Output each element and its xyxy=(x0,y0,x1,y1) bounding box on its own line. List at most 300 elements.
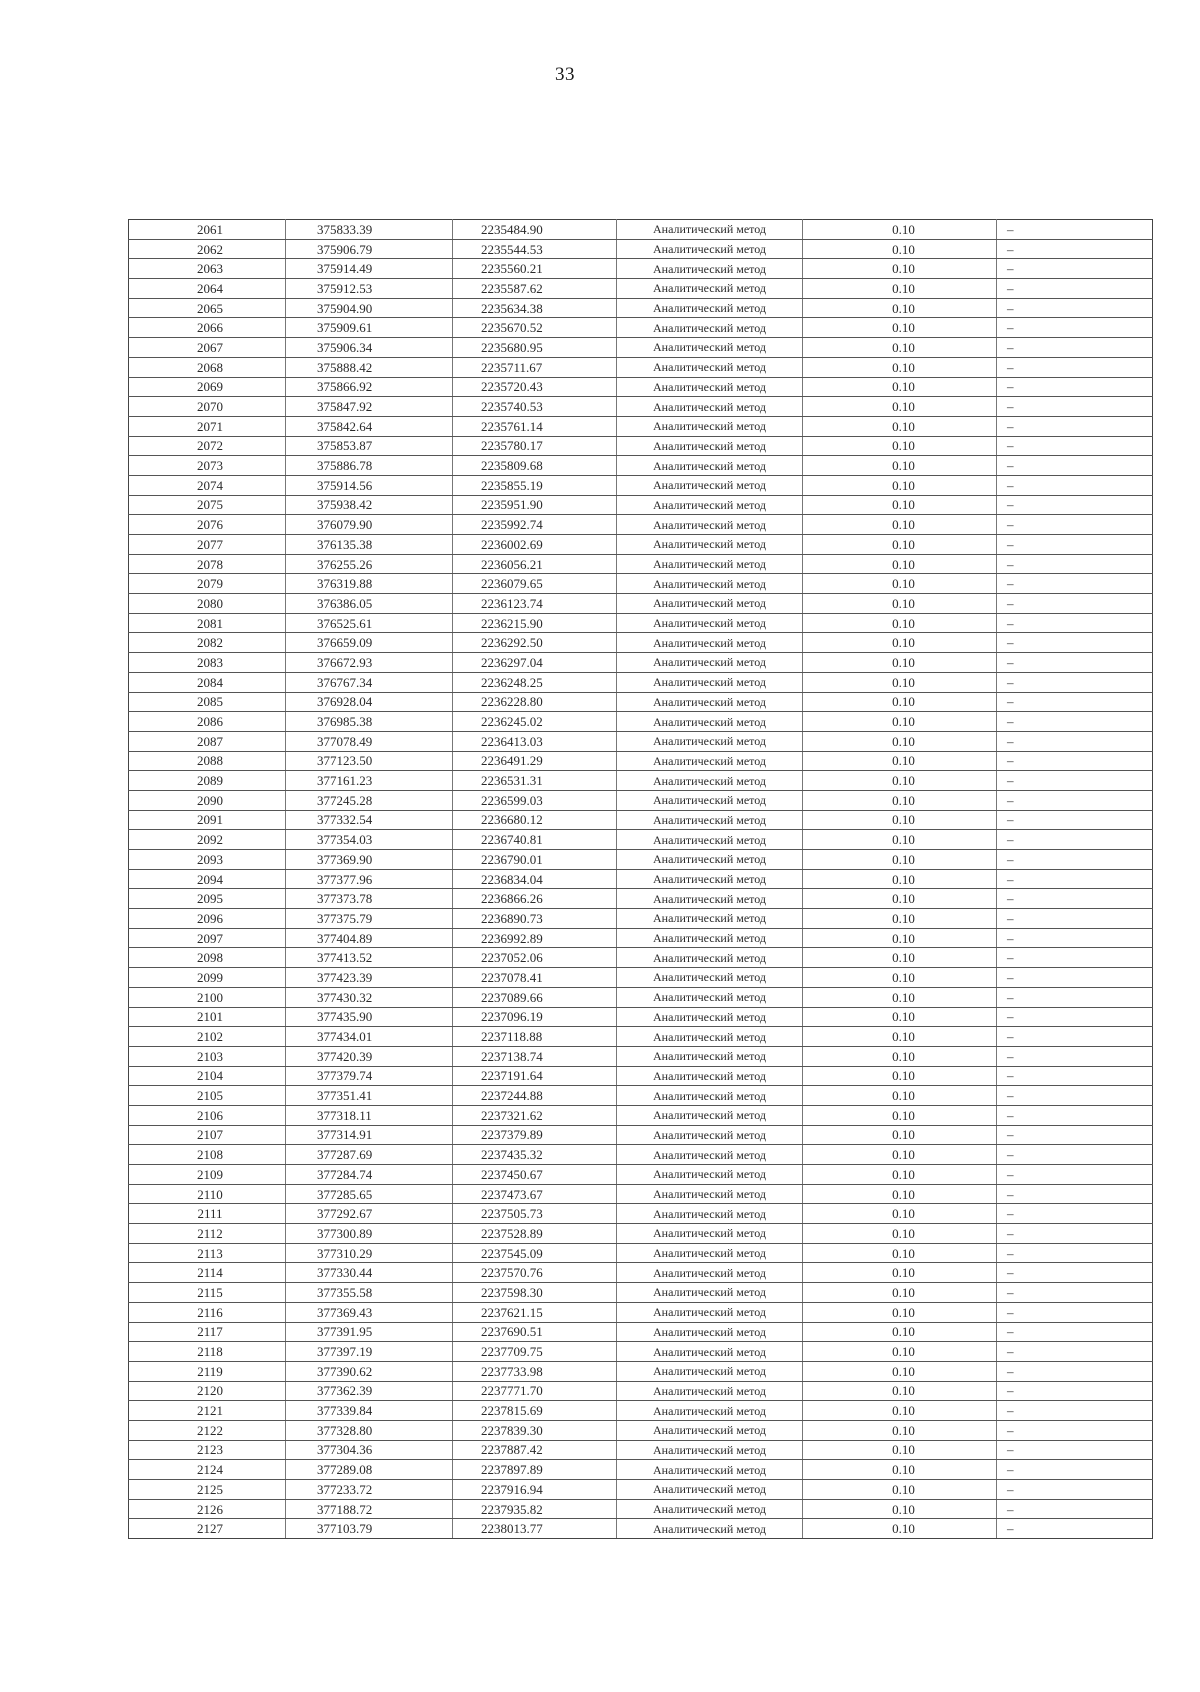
note-cell: – xyxy=(997,1263,1153,1283)
table-row xyxy=(129,712,1153,732)
note-cell: – xyxy=(997,554,1153,574)
y-coordinate-cell: 2237435.32 xyxy=(453,1145,617,1165)
method-cell: Аналитический метод xyxy=(617,968,803,988)
table-row xyxy=(129,1381,1153,1401)
accuracy-cell: 0.10 xyxy=(803,1302,997,1322)
x-coordinate-cell: 377420.39 xyxy=(286,1046,453,1066)
table-row xyxy=(129,928,1153,948)
accuracy-cell: 0.10 xyxy=(803,594,997,614)
accuracy-cell: 0.10 xyxy=(803,1480,997,1500)
point-number-cell: 2105 xyxy=(129,1086,286,1106)
point-number-cell: 2086 xyxy=(129,712,286,732)
x-coordinate-cell: 377375.79 xyxy=(286,909,453,929)
method-cell: Аналитический метод xyxy=(617,790,803,810)
accuracy-cell: 0.10 xyxy=(803,298,997,318)
y-coordinate-cell: 2236079.65 xyxy=(453,574,617,594)
note-cell: – xyxy=(997,416,1153,436)
y-coordinate-cell: 2237379.89 xyxy=(453,1125,617,1145)
point-number-cell: 2106 xyxy=(129,1105,286,1125)
table-row xyxy=(129,909,1153,929)
table-row xyxy=(129,1480,1153,1500)
accuracy-cell: 0.10 xyxy=(803,1440,997,1460)
table-row xyxy=(129,377,1153,397)
method-cell: Аналитический метод xyxy=(617,495,803,515)
accuracy-cell: 0.10 xyxy=(803,574,997,594)
x-coordinate-cell: 376255.26 xyxy=(286,554,453,574)
table-row xyxy=(129,1302,1153,1322)
method-cell: Аналитический метод xyxy=(617,377,803,397)
accuracy-cell: 0.10 xyxy=(803,475,997,495)
x-coordinate-cell: 377287.69 xyxy=(286,1145,453,1165)
x-coordinate-cell: 377351.41 xyxy=(286,1086,453,1106)
y-coordinate-cell: 2235720.43 xyxy=(453,377,617,397)
accuracy-cell: 0.10 xyxy=(803,889,997,909)
table-row xyxy=(129,338,1153,358)
note-cell: – xyxy=(997,1204,1153,1224)
method-cell: Аналитический метод xyxy=(617,1302,803,1322)
point-number-cell: 2091 xyxy=(129,810,286,830)
y-coordinate-cell: 2237916.94 xyxy=(453,1480,617,1500)
x-coordinate-cell: 375909.61 xyxy=(286,318,453,338)
point-number-cell: 2074 xyxy=(129,475,286,495)
method-cell: Аналитический метод xyxy=(617,751,803,771)
point-number-cell: 2093 xyxy=(129,850,286,870)
table-row xyxy=(129,554,1153,574)
method-cell: Аналитический метод xyxy=(617,850,803,870)
accuracy-cell: 0.10 xyxy=(803,1460,997,1480)
point-number-cell: 2075 xyxy=(129,495,286,515)
point-number-cell: 2071 xyxy=(129,416,286,436)
table-row xyxy=(129,456,1153,476)
point-number-cell: 2102 xyxy=(129,1027,286,1047)
x-coordinate-cell: 376928.04 xyxy=(286,692,453,712)
accuracy-cell: 0.10 xyxy=(803,259,997,279)
y-coordinate-cell: 2237733.98 xyxy=(453,1361,617,1381)
note-cell: – xyxy=(997,1027,1153,1047)
method-cell: Аналитический метод xyxy=(617,771,803,791)
note-cell: – xyxy=(997,1184,1153,1204)
y-coordinate-cell: 2236056.21 xyxy=(453,554,617,574)
note-cell: – xyxy=(997,1046,1153,1066)
x-coordinate-cell: 377161.23 xyxy=(286,771,453,791)
accuracy-cell: 0.10 xyxy=(803,731,997,751)
y-coordinate-cell: 2235855.19 xyxy=(453,475,617,495)
x-coordinate-cell: 375904.90 xyxy=(286,298,453,318)
y-coordinate-cell: 2237570.76 xyxy=(453,1263,617,1283)
point-number-cell: 2063 xyxy=(129,259,286,279)
y-coordinate-cell: 2235992.74 xyxy=(453,515,617,535)
note-cell: – xyxy=(997,1224,1153,1244)
point-number-cell: 2117 xyxy=(129,1322,286,1342)
method-cell: Аналитический метод xyxy=(617,318,803,338)
method-cell: Аналитический метод xyxy=(617,889,803,909)
method-cell: Аналитический метод xyxy=(617,1440,803,1460)
method-cell: Аналитический метод xyxy=(617,1165,803,1185)
table-row xyxy=(129,495,1153,515)
note-cell: – xyxy=(997,692,1153,712)
note-cell: – xyxy=(997,1165,1153,1185)
accuracy-cell: 0.10 xyxy=(803,948,997,968)
method-cell: Аналитический метод xyxy=(617,830,803,850)
table-row xyxy=(129,436,1153,456)
x-coordinate-cell: 375914.49 xyxy=(286,259,453,279)
method-cell: Аналитический метод xyxy=(617,1027,803,1047)
accuracy-cell: 0.10 xyxy=(803,279,997,299)
method-cell: Аналитический метод xyxy=(617,672,803,692)
method-cell: Аналитический метод xyxy=(617,1401,803,1421)
note-cell: – xyxy=(997,475,1153,495)
accuracy-cell: 0.10 xyxy=(803,810,997,830)
note-cell: – xyxy=(997,909,1153,929)
y-coordinate-cell: 2238013.77 xyxy=(453,1519,617,1539)
accuracy-cell: 0.10 xyxy=(803,515,997,535)
y-coordinate-cell: 2236297.04 xyxy=(453,653,617,673)
method-cell: Аналитический метод xyxy=(617,1381,803,1401)
y-coordinate-cell: 2237191.64 xyxy=(453,1066,617,1086)
y-coordinate-cell: 2236680.12 xyxy=(453,810,617,830)
y-coordinate-cell: 2237815.69 xyxy=(453,1401,617,1421)
method-cell: Аналитический метод xyxy=(617,456,803,476)
y-coordinate-cell: 2236866.26 xyxy=(453,889,617,909)
y-coordinate-cell: 2235560.21 xyxy=(453,259,617,279)
table-row xyxy=(129,1460,1153,1480)
point-number-cell: 2099 xyxy=(129,968,286,988)
point-number-cell: 2097 xyxy=(129,928,286,948)
y-coordinate-cell: 2236002.69 xyxy=(453,535,617,555)
x-coordinate-cell: 376386.05 xyxy=(286,594,453,614)
method-cell: Аналитический метод xyxy=(617,1361,803,1381)
table-row xyxy=(129,1066,1153,1086)
note-cell: – xyxy=(997,1420,1153,1440)
note-cell: – xyxy=(997,515,1153,535)
note-cell: – xyxy=(997,672,1153,692)
table-row xyxy=(129,790,1153,810)
table-row xyxy=(129,1086,1153,1106)
table-row xyxy=(129,1519,1153,1539)
accuracy-cell: 0.10 xyxy=(803,1027,997,1047)
table-row xyxy=(129,1440,1153,1460)
method-cell: Аналитический метод xyxy=(617,1046,803,1066)
x-coordinate-cell: 377292.67 xyxy=(286,1204,453,1224)
method-cell: Аналитический метод xyxy=(617,515,803,535)
point-number-cell: 2066 xyxy=(129,318,286,338)
point-number-cell: 2083 xyxy=(129,653,286,673)
note-cell: – xyxy=(997,239,1153,259)
note-cell: – xyxy=(997,712,1153,732)
method-cell: Аналитический метод xyxy=(617,909,803,929)
note-cell: – xyxy=(997,1460,1153,1480)
note-cell: – xyxy=(997,397,1153,417)
y-coordinate-cell: 2235809.68 xyxy=(453,456,617,476)
point-number-cell: 2070 xyxy=(129,397,286,417)
note-cell: – xyxy=(997,751,1153,771)
x-coordinate-cell: 377413.52 xyxy=(286,948,453,968)
table-row xyxy=(129,279,1153,299)
method-cell: Аналитический метод xyxy=(617,1283,803,1303)
table-row xyxy=(129,1322,1153,1342)
table-row xyxy=(129,1027,1153,1047)
point-number-cell: 2121 xyxy=(129,1401,286,1421)
table-row xyxy=(129,889,1153,909)
x-coordinate-cell: 377123.50 xyxy=(286,751,453,771)
x-coordinate-cell: 375853.87 xyxy=(286,436,453,456)
accuracy-cell: 0.10 xyxy=(803,1519,997,1539)
x-coordinate-cell: 377423.39 xyxy=(286,968,453,988)
note-cell: – xyxy=(997,1361,1153,1381)
accuracy-cell: 0.10 xyxy=(803,357,997,377)
method-cell: Аналитический метод xyxy=(617,535,803,555)
x-coordinate-cell: 377404.89 xyxy=(286,928,453,948)
point-number-cell: 2077 xyxy=(129,535,286,555)
accuracy-cell: 0.10 xyxy=(803,338,997,358)
method-cell: Аналитический метод xyxy=(617,1480,803,1500)
x-coordinate-cell: 377328.80 xyxy=(286,1420,453,1440)
note-cell: – xyxy=(997,377,1153,397)
accuracy-cell: 0.10 xyxy=(803,1224,997,1244)
y-coordinate-cell: 2237089.66 xyxy=(453,987,617,1007)
point-number-cell: 2112 xyxy=(129,1224,286,1244)
note-cell: – xyxy=(997,1322,1153,1342)
accuracy-cell: 0.10 xyxy=(803,928,997,948)
note-cell: – xyxy=(997,535,1153,555)
y-coordinate-cell: 2235634.38 xyxy=(453,298,617,318)
accuracy-cell: 0.10 xyxy=(803,633,997,653)
method-cell: Аналитический метод xyxy=(617,613,803,633)
method-cell: Аналитический метод xyxy=(617,1184,803,1204)
x-coordinate-cell: 377434.01 xyxy=(286,1027,453,1047)
method-cell: Аналитический метод xyxy=(617,948,803,968)
point-number-cell: 2068 xyxy=(129,357,286,377)
method-cell: Аналитический метод xyxy=(617,633,803,653)
y-coordinate-cell: 2235711.67 xyxy=(453,357,617,377)
accuracy-cell: 0.10 xyxy=(803,1243,997,1263)
point-number-cell: 2061 xyxy=(129,220,286,240)
x-coordinate-cell: 377339.84 xyxy=(286,1401,453,1421)
table-row xyxy=(129,1204,1153,1224)
note-cell: – xyxy=(997,279,1153,299)
note-cell: – xyxy=(997,1243,1153,1263)
table-row xyxy=(129,672,1153,692)
method-cell: Аналитический метод xyxy=(617,554,803,574)
note-cell: – xyxy=(997,1125,1153,1145)
note-cell: – xyxy=(997,850,1153,870)
y-coordinate-cell: 2236834.04 xyxy=(453,869,617,889)
x-coordinate-cell: 377314.91 xyxy=(286,1125,453,1145)
note-cell: – xyxy=(997,928,1153,948)
x-coordinate-cell: 377369.90 xyxy=(286,850,453,870)
point-number-cell: 2100 xyxy=(129,987,286,1007)
x-coordinate-cell: 377435.90 xyxy=(286,1007,453,1027)
y-coordinate-cell: 2237887.42 xyxy=(453,1440,617,1460)
point-number-cell: 2124 xyxy=(129,1460,286,1480)
x-coordinate-cell: 377300.89 xyxy=(286,1224,453,1244)
point-number-cell: 2116 xyxy=(129,1302,286,1322)
note-cell: – xyxy=(997,810,1153,830)
table-row xyxy=(129,1165,1153,1185)
point-number-cell: 2095 xyxy=(129,889,286,909)
note-cell: – xyxy=(997,653,1153,673)
note-cell: – xyxy=(997,357,1153,377)
x-coordinate-cell: 377188.72 xyxy=(286,1499,453,1519)
table-row xyxy=(129,594,1153,614)
accuracy-cell: 0.10 xyxy=(803,1322,997,1342)
note-cell: – xyxy=(997,574,1153,594)
page-number: 33 xyxy=(555,64,575,85)
point-number-cell: 2078 xyxy=(129,554,286,574)
note-cell: – xyxy=(997,968,1153,988)
accuracy-cell: 0.10 xyxy=(803,416,997,436)
table-row xyxy=(129,1263,1153,1283)
x-coordinate-cell: 375847.92 xyxy=(286,397,453,417)
note-cell: – xyxy=(997,220,1153,240)
point-number-cell: 2062 xyxy=(129,239,286,259)
method-cell: Аналитический метод xyxy=(617,239,803,259)
method-cell: Аналитический метод xyxy=(617,692,803,712)
x-coordinate-cell: 375833.39 xyxy=(286,220,453,240)
table-row xyxy=(129,1420,1153,1440)
accuracy-cell: 0.10 xyxy=(803,1066,997,1086)
table-row xyxy=(129,515,1153,535)
x-coordinate-cell: 376672.93 xyxy=(286,653,453,673)
point-number-cell: 2089 xyxy=(129,771,286,791)
point-number-cell: 2120 xyxy=(129,1381,286,1401)
note-cell: – xyxy=(997,1105,1153,1125)
method-cell: Аналитический метод xyxy=(617,653,803,673)
note-cell: – xyxy=(997,731,1153,751)
method-cell: Аналитический метод xyxy=(617,397,803,417)
x-coordinate-cell: 377078.49 xyxy=(286,731,453,751)
y-coordinate-cell: 2235484.90 xyxy=(453,220,617,240)
note-cell: – xyxy=(997,1086,1153,1106)
table-row xyxy=(129,1046,1153,1066)
table-row xyxy=(129,298,1153,318)
y-coordinate-cell: 2236992.89 xyxy=(453,928,617,948)
x-coordinate-cell: 375888.42 xyxy=(286,357,453,377)
point-number-cell: 2073 xyxy=(129,456,286,476)
accuracy-cell: 0.10 xyxy=(803,318,997,338)
point-number-cell: 2079 xyxy=(129,574,286,594)
note-cell: – xyxy=(997,1480,1153,1500)
note-cell: – xyxy=(997,1302,1153,1322)
y-coordinate-cell: 2237545.09 xyxy=(453,1243,617,1263)
note-cell: – xyxy=(997,1145,1153,1165)
y-coordinate-cell: 2235740.53 xyxy=(453,397,617,417)
point-number-cell: 2081 xyxy=(129,613,286,633)
point-number-cell: 2110 xyxy=(129,1184,286,1204)
y-coordinate-cell: 2235761.14 xyxy=(453,416,617,436)
method-cell: Аналитический метод xyxy=(617,1519,803,1539)
table-row xyxy=(129,1361,1153,1381)
table-row xyxy=(129,731,1153,751)
x-coordinate-cell: 377390.62 xyxy=(286,1361,453,1381)
accuracy-cell: 0.10 xyxy=(803,1499,997,1519)
point-number-cell: 2098 xyxy=(129,948,286,968)
x-coordinate-cell: 376525.61 xyxy=(286,613,453,633)
accuracy-cell: 0.10 xyxy=(803,1086,997,1106)
x-coordinate-cell: 375914.56 xyxy=(286,475,453,495)
x-coordinate-cell: 377310.29 xyxy=(286,1243,453,1263)
method-cell: Аналитический метод xyxy=(617,869,803,889)
table-row xyxy=(129,1224,1153,1244)
table-row xyxy=(129,357,1153,377)
table-row xyxy=(129,771,1153,791)
table-row xyxy=(129,1401,1153,1421)
method-cell: Аналитический метод xyxy=(617,279,803,299)
table-row xyxy=(129,475,1153,495)
note-cell: – xyxy=(997,830,1153,850)
method-cell: Аналитический метод xyxy=(617,1204,803,1224)
x-coordinate-cell: 375866.92 xyxy=(286,377,453,397)
x-coordinate-cell: 377397.19 xyxy=(286,1342,453,1362)
point-number-cell: 2072 xyxy=(129,436,286,456)
y-coordinate-cell: 2237690.51 xyxy=(453,1322,617,1342)
x-coordinate-cell: 375912.53 xyxy=(286,279,453,299)
point-number-cell: 2127 xyxy=(129,1519,286,1539)
y-coordinate-cell: 2236531.31 xyxy=(453,771,617,791)
y-coordinate-cell: 2236599.03 xyxy=(453,790,617,810)
x-coordinate-cell: 377330.44 xyxy=(286,1263,453,1283)
method-cell: Аналитический метод xyxy=(617,1322,803,1342)
note-cell: – xyxy=(997,1401,1153,1421)
note-cell: – xyxy=(997,338,1153,358)
x-coordinate-cell: 377285.65 xyxy=(286,1184,453,1204)
note-cell: – xyxy=(997,613,1153,633)
table-row xyxy=(129,535,1153,555)
coordinates-table xyxy=(128,219,1153,1539)
x-coordinate-cell: 377362.39 xyxy=(286,1381,453,1401)
point-number-cell: 2080 xyxy=(129,594,286,614)
x-coordinate-cell: 377373.78 xyxy=(286,889,453,909)
y-coordinate-cell: 2236228.80 xyxy=(453,692,617,712)
note-cell: – xyxy=(997,318,1153,338)
table-row xyxy=(129,850,1153,870)
y-coordinate-cell: 2236413.03 xyxy=(453,731,617,751)
note-cell: – xyxy=(997,1499,1153,1519)
x-coordinate-cell: 377304.36 xyxy=(286,1440,453,1460)
point-number-cell: 2092 xyxy=(129,830,286,850)
accuracy-cell: 0.10 xyxy=(803,1046,997,1066)
y-coordinate-cell: 2236740.81 xyxy=(453,830,617,850)
accuracy-cell: 0.10 xyxy=(803,1125,997,1145)
point-number-cell: 2076 xyxy=(129,515,286,535)
point-number-cell: 2125 xyxy=(129,1480,286,1500)
method-cell: Аналитический метод xyxy=(617,298,803,318)
point-number-cell: 2096 xyxy=(129,909,286,929)
accuracy-cell: 0.10 xyxy=(803,1105,997,1125)
method-cell: Аналитический метод xyxy=(617,712,803,732)
table-row xyxy=(129,318,1153,338)
y-coordinate-cell: 2235587.62 xyxy=(453,279,617,299)
table-row xyxy=(129,1145,1153,1165)
note-cell: – xyxy=(997,790,1153,810)
y-coordinate-cell: 2235670.52 xyxy=(453,318,617,338)
accuracy-cell: 0.10 xyxy=(803,1381,997,1401)
accuracy-cell: 0.10 xyxy=(803,554,997,574)
point-number-cell: 2094 xyxy=(129,869,286,889)
y-coordinate-cell: 2236123.74 xyxy=(453,594,617,614)
x-coordinate-cell: 377379.74 xyxy=(286,1066,453,1086)
note-cell: – xyxy=(997,948,1153,968)
method-cell: Аналитический метод xyxy=(617,1145,803,1165)
y-coordinate-cell: 2236491.29 xyxy=(453,751,617,771)
table-row xyxy=(129,1243,1153,1263)
method-cell: Аналитический метод xyxy=(617,731,803,751)
method-cell: Аналитический метод xyxy=(617,594,803,614)
accuracy-cell: 0.10 xyxy=(803,377,997,397)
method-cell: Аналитический метод xyxy=(617,1460,803,1480)
x-coordinate-cell: 377332.54 xyxy=(286,810,453,830)
accuracy-cell: 0.10 xyxy=(803,495,997,515)
